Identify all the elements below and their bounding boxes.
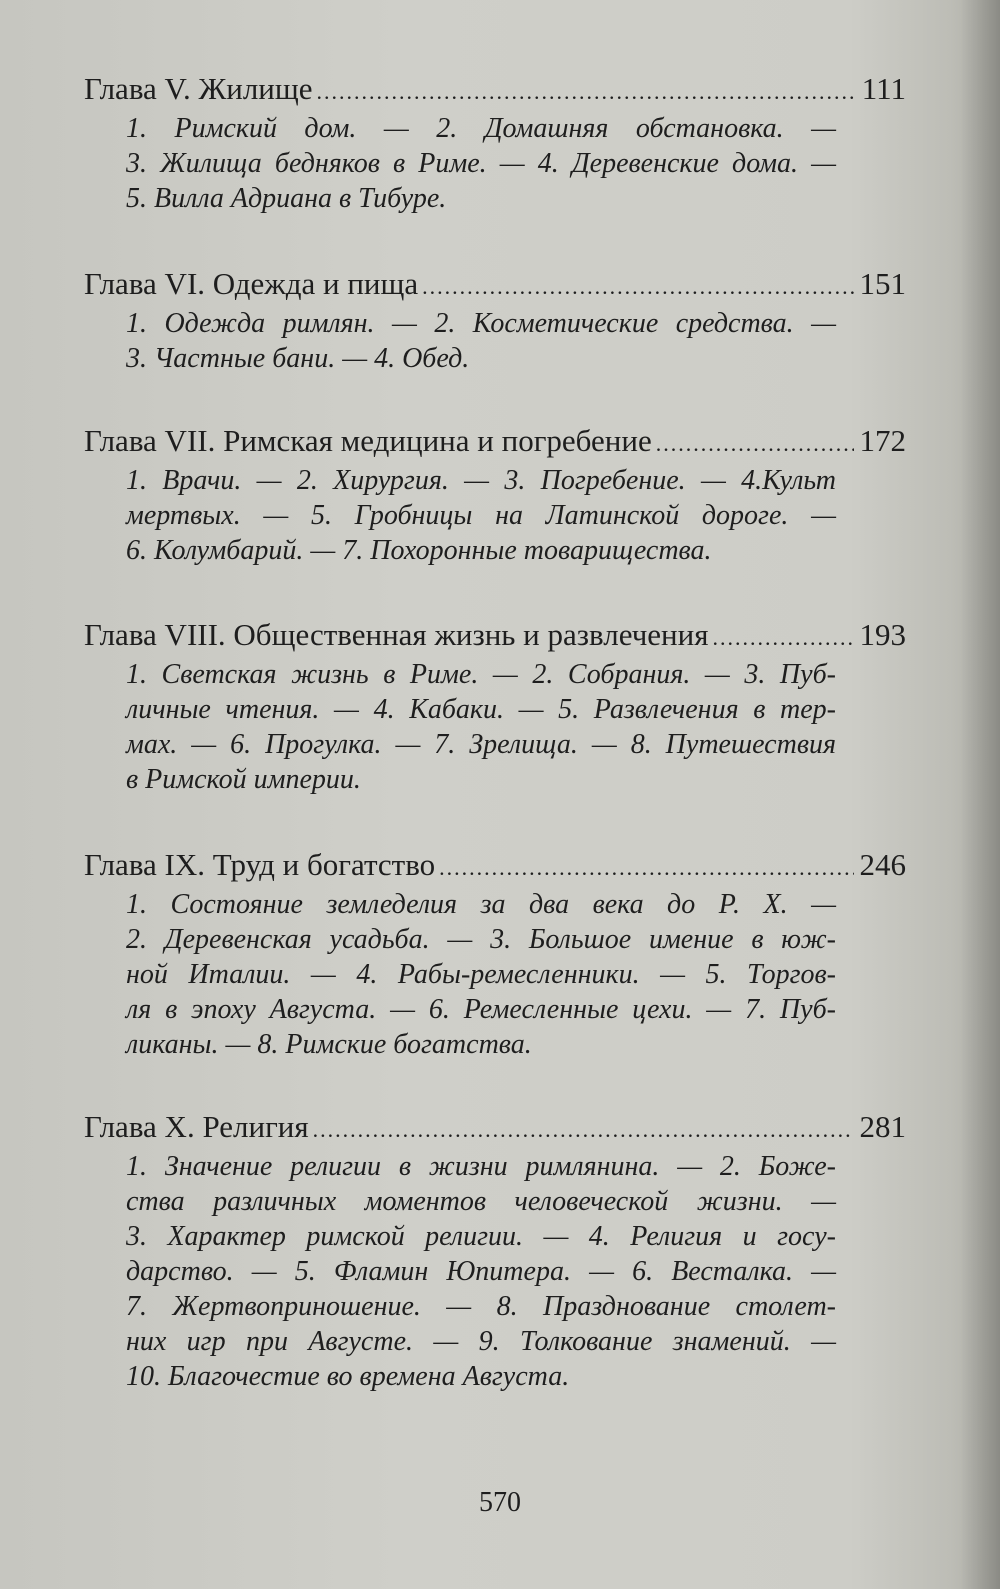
contents-line: 7. Жертвоприношение. — 8. Празднование столет- (126, 1291, 836, 1322)
chapter-heading (84, 1108, 906, 1149)
contents-line: ля в эпоху Августа. — 6. Ремесленные цехи. — 7. Пуб- (126, 994, 836, 1025)
chapter-heading (84, 70, 906, 111)
chapter-title: Глава VII. Римская медицина и погребение (84, 423, 652, 458)
chapter-title: Глава VIII. Общественная жизнь и развлечения (84, 617, 709, 652)
chapter-contents (84, 463, 836, 568)
dot-leader (439, 849, 853, 887)
contents-line: 3. Жилища бедняков в Риме. — 4. Деревенские дома. — (126, 148, 836, 179)
contents-line: ликаны. — 8. Римские богатства. (126, 1029, 532, 1060)
toc-entry-chapter-10 (84, 1108, 906, 1394)
contents-line: личные чтения. — 4. Кабаки. — 5. Развлечения в тер- (126, 694, 836, 725)
dot-leader (317, 73, 856, 111)
chapter-page-number: 193 (859, 617, 906, 652)
chapter-page-number: 246 (859, 847, 906, 882)
contents-line: ной Италии. — 4. Рабы-ремесленники. — 5. Торгов- (126, 959, 836, 990)
toc-entry-chapter-5 (84, 70, 906, 216)
chapter-contents (84, 306, 836, 376)
contents-line: них игр при Августе. — 9. Толкование знамений. — (126, 1326, 836, 1357)
chapter-heading (84, 265, 906, 306)
chapter-page-number: 111 (861, 71, 906, 106)
chapter-contents (84, 111, 836, 216)
spine-shadow (960, 0, 1000, 1589)
chapter-contents (84, 657, 836, 797)
contents-line: мах. — 6. Прогулка. — 7. Зрелища. — 8. Путешествия (126, 729, 836, 760)
contents-line: ства различных моментов человеческой жизни. — (126, 1186, 836, 1217)
chapter-title: Глава VI. Одежда и пища (84, 266, 419, 301)
contents-line: 3. Характер римской религии. — 4. Религия и госу- (126, 1221, 836, 1252)
toc-entry-chapter-7 (84, 422, 906, 568)
toc-entry-chapter-9 (84, 846, 906, 1062)
contents-line: 2. Деревенская усадьба. — 3. Большое имение в юж- (126, 924, 836, 955)
contents-line: мертвых. — 5. Гробницы на Латинской дороге. — (126, 500, 836, 531)
chapter-page-number: 172 (859, 423, 906, 458)
dot-leader (656, 425, 854, 463)
contents-line: дарство. — 5. Фламин Юпитера. — 6. Весталка. — (126, 1256, 836, 1287)
chapter-title: Глава V. Жилище (84, 71, 313, 106)
chapter-page-number: 281 (859, 1109, 906, 1144)
contents-line: 6. Колумбарий. — 7. Похоронные товарищества. (126, 535, 712, 566)
contents-line: в Римской империи. (126, 764, 361, 795)
chapter-heading (84, 846, 906, 887)
chapter-title: Глава X. Религия (84, 1109, 309, 1144)
contents-line: 1. Состояние земледелия за два века до Р. Х. — (126, 889, 836, 920)
dot-leader (713, 619, 854, 657)
contents-line: 10. Благочестие во времена Августа. (126, 1361, 570, 1392)
chapter-heading (84, 422, 906, 463)
contents-line: 5. Вилла Адриана в Тибуре. (126, 183, 447, 214)
toc-entry-chapter-6 (84, 265, 906, 376)
page-number: 570 (479, 1487, 521, 1518)
toc-entry-chapter-8 (84, 616, 906, 797)
chapter-contents (84, 1149, 836, 1394)
contents-line: 1. Значение религии в жизни римлянина. — 2. Боже- (126, 1151, 836, 1182)
contents-line: 1. Одежда римлян. — 2. Косметические средства. — (126, 308, 836, 339)
chapter-contents (84, 887, 836, 1062)
chapter-heading (84, 616, 906, 657)
contents-line: 1. Врачи. — 2. Хирургия. — 3. Погребение. — 4.Культ (126, 465, 836, 496)
contents-line: 1. Римский дом. — 2. Домашняя обстановка. — (126, 113, 836, 144)
contents-line: 3. Частные бани. — 4. Обед. (126, 343, 470, 374)
contents-line: 1. Светская жизнь в Риме. — 2. Собрания. — 3. Пуб- (126, 659, 836, 690)
dot-leader (422, 268, 853, 306)
dot-leader (313, 1111, 854, 1149)
chapter-page-number: 151 (859, 266, 906, 301)
chapter-title: Глава IX. Труд и богатство (84, 847, 436, 882)
